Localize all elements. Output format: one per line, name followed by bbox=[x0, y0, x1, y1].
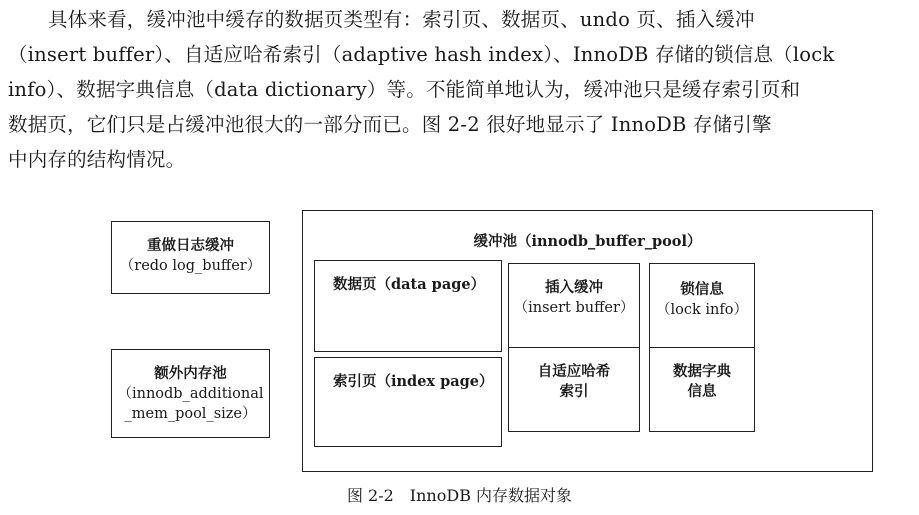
paragraph-line-4: 数据页，它们只是占缓冲池很大的一部分而已。图 2-2 很好地显示了 InnoDB 存储引擎 bbox=[8, 113, 772, 136]
insert-buffer-title: 插入缓冲 bbox=[545, 279, 603, 296]
adaptive-hash-line2: 索引 bbox=[559, 383, 589, 400]
paragraph-line-5: 中内存的结构情况。 bbox=[8, 148, 186, 171]
lock-info-box bbox=[649, 263, 755, 348]
adaptive-hash-line1: 自适应哈希 bbox=[537, 363, 611, 380]
redo-log-buffer-subtitle: （redo log_buffer） bbox=[119, 258, 262, 274]
buffer-pool-title: 缓冲池（innodb_buffer_pool） bbox=[473, 233, 702, 250]
additional-mem-pool-line2: （innodb_additional bbox=[117, 386, 264, 402]
lock-info-subtitle: （lock info） bbox=[656, 302, 748, 318]
index-page-box bbox=[314, 357, 502, 447]
data-dictionary-line1: 数据字典 bbox=[673, 363, 731, 380]
additional-mem-pool-line3: _mem_pool_size） bbox=[124, 406, 257, 422]
data-dictionary-line2: 信息 bbox=[687, 383, 717, 400]
redo-log-buffer-title: 重做日志缓冲 bbox=[147, 237, 234, 254]
paragraph-line-2: （insert buffer）、自适应哈希索引（adaptive hash index）、InnoDB 存储的锁信息（lock bbox=[8, 43, 835, 66]
additional-mem-pool-box bbox=[111, 349, 270, 438]
redo-log-buffer-box bbox=[111, 221, 270, 294]
index-page-label: 索引页（index page） bbox=[333, 373, 494, 390]
insert-buffer-box bbox=[508, 263, 640, 348]
data-page-label: 数据页（data page） bbox=[333, 276, 486, 293]
insert-buffer-subtitle: （insert buffer） bbox=[513, 300, 635, 316]
buffer-pool-box bbox=[302, 210, 873, 472]
additional-mem-pool-title: 额外内存池 bbox=[154, 365, 227, 382]
paragraph-line-1: 具体来看，缓冲池中缓存的数据页类型有：索引页、数据页、undo 页、插入缓冲 bbox=[48, 8, 755, 31]
lock-info-title: 锁信息 bbox=[680, 281, 724, 298]
data-dictionary-box bbox=[649, 347, 755, 432]
paragraph-line-3: info）、数据字典信息（data dictionary）等。不能简单地认为，缓冲池只是缓存索引页和 bbox=[8, 78, 801, 101]
adaptive-hash-index-box bbox=[508, 347, 640, 432]
figure-caption: 图 2-2 InnoDB 内存数据对象 bbox=[346, 486, 573, 505]
data-page-box bbox=[314, 260, 502, 352]
body-paragraph bbox=[8, 2, 913, 177]
